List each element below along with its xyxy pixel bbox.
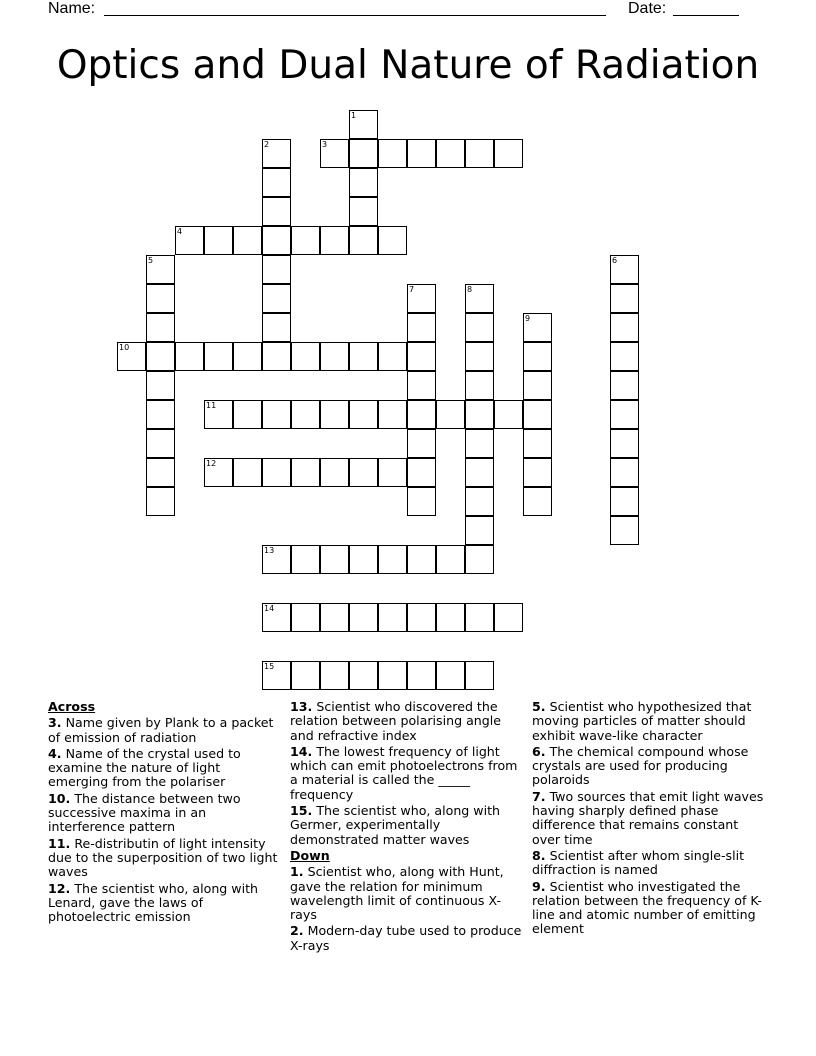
grid-cell[interactable]: [349, 168, 378, 197]
grid-cell[interactable]: [378, 139, 407, 168]
grid-cell[interactable]: [465, 458, 494, 487]
clue-number: 8: [467, 285, 473, 294]
grid-cell[interactable]: [349, 139, 378, 168]
name-date-header: [48, 0, 788, 22]
grid-cell[interactable]: [349, 661, 378, 690]
grid-cell[interactable]: [349, 226, 378, 255]
grid-cell[interactable]: [146, 429, 175, 458]
grid-cell[interactable]: [610, 371, 639, 400]
grid-cell[interactable]: [378, 458, 407, 487]
grid-cell[interactable]: [378, 545, 407, 574]
grid-cell[interactable]: [204, 226, 233, 255]
clue-number: 12: [206, 459, 217, 468]
grid-cell[interactable]: [378, 342, 407, 371]
grid-cell[interactable]: [146, 371, 175, 400]
grid-cell[interactable]: [610, 284, 639, 313]
grid-cell[interactable]: [204, 342, 233, 371]
grid-cell[interactable]: [436, 661, 465, 690]
grid-cell[interactable]: [146, 487, 175, 516]
grid-cell[interactable]: [407, 661, 436, 690]
clue-number: 15: [264, 662, 275, 671]
clues-column-1: [48, 700, 280, 926]
clues-column-2: [290, 700, 526, 955]
clue-down-1: 1. Scientist who, along with Hunt, gave the relation for minimum wavelength limit of continuous X-rays: [290, 864, 504, 923]
grid-cell[interactable]: [610, 313, 639, 342]
clue-across-10: 10. The distance between two successive maxima in an interference pattern: [48, 790, 241, 835]
grid-cell[interactable]: [407, 603, 436, 632]
grid-cell[interactable]: [204, 400, 233, 429]
grid-cell[interactable]: [291, 342, 320, 371]
grid-cell[interactable]: [349, 400, 378, 429]
grid-cell[interactable]: [610, 342, 639, 371]
grid-cell[interactable]: [465, 516, 494, 545]
grid-cell[interactable]: [465, 545, 494, 574]
grid-cell[interactable]: [291, 226, 320, 255]
grid-cell[interactable]: [262, 603, 291, 632]
grid-cell[interactable]: [523, 313, 552, 342]
clue-number: 5: [148, 256, 154, 265]
name-field[interactable]: [104, 15, 606, 16]
grid-cell[interactable]: [320, 400, 349, 429]
grid-cell[interactable]: [407, 371, 436, 400]
grid-cell[interactable]: [262, 197, 291, 226]
across-heading: Across: [48, 699, 96, 714]
grid-cell[interactable]: [291, 458, 320, 487]
grid-cell[interactable]: [291, 661, 320, 690]
grid-cell[interactable]: [349, 197, 378, 226]
grid-cell[interactable]: [262, 342, 291, 371]
down-heading: Down: [290, 847, 330, 863]
grid-cell[interactable]: [175, 226, 204, 255]
grid-cell[interactable]: [523, 458, 552, 487]
grid-cell[interactable]: [291, 603, 320, 632]
clue-number: 1: [351, 111, 357, 120]
grid-cell[interactable]: [610, 516, 639, 545]
clue-number: 14: [264, 604, 275, 613]
grid-cell[interactable]: [465, 313, 494, 342]
grid-cell[interactable]: [175, 342, 204, 371]
grid-cell[interactable]: [378, 661, 407, 690]
name-label: Name:: [48, 0, 96, 17]
grid-cell[interactable]: [146, 313, 175, 342]
grid-cell[interactable]: [465, 342, 494, 371]
clue-across-14: 14. The lowest frequency of light which can emit photoelectrons from a material is called the _____ frequency: [290, 743, 518, 802]
grid-cell[interactable]: [523, 342, 552, 371]
clue-number: 13: [264, 546, 275, 555]
grid-cell[interactable]: [407, 545, 436, 574]
grid-cell[interactable]: [349, 545, 378, 574]
grid-cell[interactable]: [320, 603, 349, 632]
clue-number: 4: [177, 227, 183, 236]
grid-cell[interactable]: [262, 255, 291, 284]
grid-cell[interactable]: [146, 342, 175, 371]
grid-cell[interactable]: [494, 603, 523, 632]
grid-cell[interactable]: [262, 139, 291, 168]
grid-cell[interactable]: [262, 168, 291, 197]
grid-cell[interactable]: [262, 661, 291, 690]
grid-cell[interactable]: [523, 487, 552, 516]
grid-cell[interactable]: [407, 313, 436, 342]
clue-across-12: 12. The scientist who, along with Lenard, gave the laws of photoelectric emission: [48, 880, 259, 925]
clue-number: 2: [264, 140, 270, 149]
grid-cell[interactable]: [465, 603, 494, 632]
grid-cell[interactable]: [320, 139, 349, 168]
grid-cell[interactable]: [407, 487, 436, 516]
grid-cell[interactable]: [610, 429, 639, 458]
grid-cell[interactable]: [610, 458, 639, 487]
grid-cell[interactable]: [610, 255, 639, 284]
grid-cell[interactable]: [523, 400, 552, 429]
clue-number: 3: [322, 140, 328, 149]
clue-across-4: 4. Name of the crystal used to examine the nature of light emerging from the polariser: [48, 745, 241, 790]
clue-down-5: 5. Scientist who hypothesized that moving particles of matter should exhibit wave-like character: [532, 699, 752, 743]
grid-cell[interactable]: [465, 487, 494, 516]
grid-cell[interactable]: [494, 139, 523, 168]
clue-down-2: 2. Modern-day tube used to produce X-rays: [290, 923, 522, 953]
grid-cell[interactable]: [233, 458, 262, 487]
grid-cell[interactable]: [494, 400, 523, 429]
clue-across-11: 11. Re-distributin of light intensity due to the superposition of two light waves: [48, 835, 278, 880]
grid-cell[interactable]: [291, 400, 320, 429]
grid-cell[interactable]: [349, 110, 378, 139]
grid-cell[interactable]: [465, 400, 494, 429]
grid-cell[interactable]: [262, 400, 291, 429]
grid-cell[interactable]: [349, 603, 378, 632]
grid-cell[interactable]: [378, 603, 407, 632]
clue-across-15: 15. The scientist who, along with Germer, experimentally demonstrated matter waves: [290, 803, 501, 847]
grid-cell[interactable]: [436, 603, 465, 632]
grid-cell[interactable]: [146, 458, 175, 487]
puzzle-title: Optics and Dual Nature of Radiation: [56, 43, 760, 88]
grid-cell[interactable]: [610, 400, 639, 429]
clue-number: 9: [525, 314, 531, 323]
clue-across-3: 3. Name given by Plank to a packet of emission of radiation: [48, 715, 274, 745]
grid-cell[interactable]: [146, 255, 175, 284]
clue-across-13: 13. Scientist who discovered the relation between polarising angle and refractive index: [290, 699, 502, 743]
grid-cell[interactable]: [320, 458, 349, 487]
grid-cell[interactable]: [320, 342, 349, 371]
grid-cell[interactable]: [465, 284, 494, 313]
grid-cell[interactable]: [407, 400, 436, 429]
grid-cell[interactable]: [320, 226, 349, 255]
grid-cell[interactable]: [436, 139, 465, 168]
date-field[interactable]: [673, 15, 739, 16]
grid-cell[interactable]: [262, 284, 291, 313]
clue-number: 7: [409, 285, 415, 294]
grid-cell[interactable]: [320, 661, 349, 690]
clue-down-7: 7. Two sources that emit light waves having sharply defined phase difference that remains constant over time: [532, 788, 764, 847]
clue-number: 6: [612, 256, 618, 265]
grid-cell[interactable]: [378, 400, 407, 429]
grid-cell[interactable]: [320, 545, 349, 574]
clue-down-8: 8. Scientist after whom single-slit diffraction is named: [532, 847, 745, 878]
grid-cell[interactable]: [436, 400, 465, 429]
grid-cell[interactable]: [407, 458, 436, 487]
grid-cell[interactable]: [262, 313, 291, 342]
grid-cell[interactable]: [349, 458, 378, 487]
date-label: Date:: [628, 0, 667, 17]
grid-cell[interactable]: [233, 226, 262, 255]
grid-cell[interactable]: [407, 342, 436, 371]
clue-down-9: 9. Scientist who investigated the relation between the frequency of K-line and atomic number of emitting element: [532, 878, 762, 937]
grid-cell[interactable]: [465, 371, 494, 400]
grid-cell[interactable]: [407, 139, 436, 168]
grid-cell[interactable]: [146, 400, 175, 429]
grid-cell[interactable]: [407, 284, 436, 313]
grid-cell[interactable]: [465, 661, 494, 690]
grid-cell[interactable]: [523, 429, 552, 458]
grid-cell[interactable]: [146, 284, 175, 313]
grid-cell[interactable]: [117, 342, 146, 371]
clue-number: 10: [119, 343, 130, 352]
grid-cell[interactable]: [262, 226, 291, 255]
grid-cell[interactable]: [233, 400, 262, 429]
grid-cell[interactable]: [349, 342, 378, 371]
clue-number: 11: [206, 401, 217, 410]
clue-down-6: 6. The chemical compound whose crystals are used for producing polaroids: [532, 743, 749, 788]
grid-cell[interactable]: [407, 429, 436, 458]
grid-cell[interactable]: [610, 487, 639, 516]
grid-cell[interactable]: [262, 545, 291, 574]
grid-cell[interactable]: [262, 458, 291, 487]
grid-cell[interactable]: [233, 342, 262, 371]
clues-column-3: [532, 700, 768, 939]
grid-cell[interactable]: [436, 545, 465, 574]
grid-cell[interactable]: [204, 458, 233, 487]
grid-cell[interactable]: [465, 139, 494, 168]
grid-cell[interactable]: [523, 371, 552, 400]
grid-cell[interactable]: [465, 429, 494, 458]
grid-cell[interactable]: [291, 545, 320, 574]
grid-cell[interactable]: [378, 226, 407, 255]
